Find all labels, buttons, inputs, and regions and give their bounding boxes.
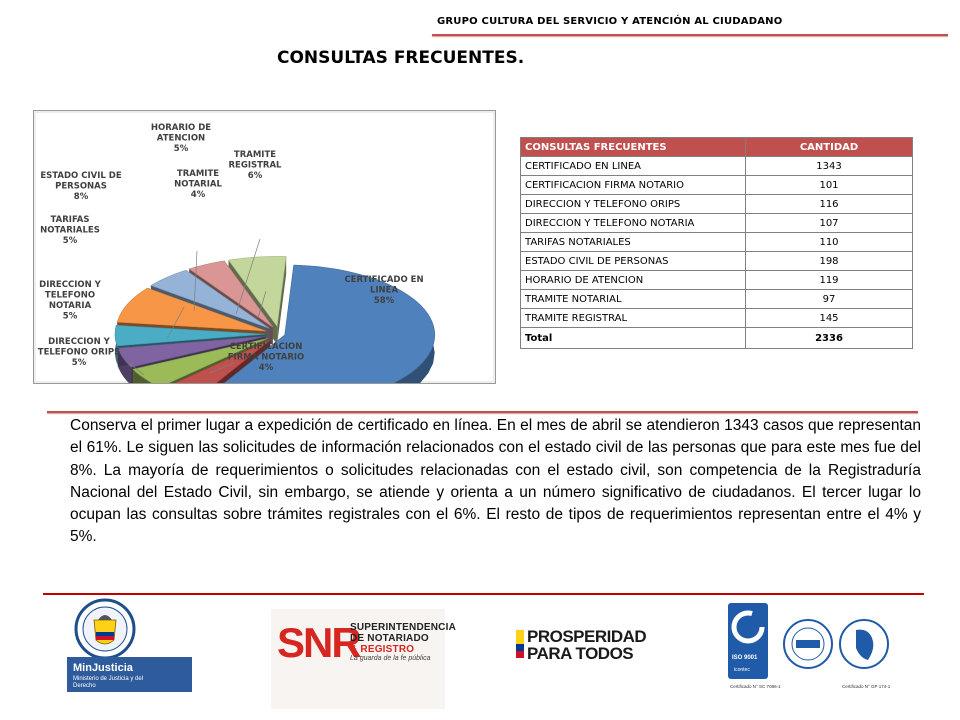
consultas-table — [520, 137, 913, 349]
cert-number-1: Certificado N° SC 7086-1 — [730, 684, 781, 689]
page-title: CONSULTAS FRECUENTES. — [277, 48, 525, 68]
total-label: Total — [521, 328, 746, 349]
icontec-icon — [728, 603, 768, 653]
iso-label: ISO 9001 — [732, 655, 758, 661]
row-name: DIRECCION Y TELEFONO ORIPS — [521, 195, 746, 214]
pie-label: DIRECCION Y TELEFONO ORIPS 5% — [37, 337, 121, 368]
pie-label: TARIFAS NOTARIALES 5% — [40, 215, 100, 246]
prosperidad-logo — [527, 628, 646, 662]
minjusticia-logo — [67, 657, 192, 692]
row-name: CERTIFICADO EN LINEA — [521, 157, 746, 176]
table-header-name: CONSULTAS FRECUENTES — [521, 138, 746, 157]
snr-line2: DE NOTARIADO — [350, 633, 429, 644]
table-row — [521, 290, 913, 309]
table-row — [521, 157, 913, 176]
icontec-brand: icontec — [734, 667, 750, 673]
table-header-qty: CANTIDAD — [746, 138, 913, 157]
summary-paragraph: Conserva el primer lugar a expedición de certificado en línea. En el mes de abril se atendieron 1343 casos que representan el 61%. Le siguen las solicitudes de información relacionados con el estado civil de las personas que para este mes fue del 8%. La mayoría de requerimientos o solicitudes relacionadas con el estado civil, son competencia de la Registraduría Nacional del Estado Civil, sin embargo, se atiende y orienta a un número significativo de ciudadanos. El tercer lugar lo ocupan las consultas sobre trámites registrales con el 6%. El resto de tipos de requerimientos representan entre el 4% y 5%. — [70, 417, 921, 546]
colombia-seal-icon — [72, 598, 138, 660]
table-header-row — [521, 138, 913, 157]
table-row — [521, 309, 913, 328]
pie-chart-svg — [34, 111, 495, 383]
snr-tagline: La guarda de la fe pública — [350, 655, 431, 662]
snr-line3: & REGISTRO — [350, 644, 415, 655]
total-qty: 2336 — [746, 328, 913, 349]
prosperidad-line2: PARA TODOS — [527, 644, 634, 663]
pie-label: TRAMITE NOTARIAL 4% — [174, 169, 222, 200]
iqnet-seal-icon — [782, 618, 834, 670]
icontec-iso-badge — [728, 603, 768, 679]
table-row — [521, 252, 913, 271]
row-name: DIRECCION Y TELEFONO NOTARIA — [521, 214, 746, 233]
row-qty: 107 — [746, 214, 913, 233]
row-name: TRAMITE NOTARIAL — [521, 290, 746, 309]
table-row — [521, 214, 913, 233]
row-qty: 101 — [746, 176, 913, 195]
row-qty: 110 — [746, 233, 913, 252]
row-qty: 97 — [746, 290, 913, 309]
table-row — [521, 195, 913, 214]
pie-label: CERTIFICADO EN LINEA 58% — [344, 275, 424, 306]
pie-label: CERTIFICACION FIRMA NOTARIO 4% — [227, 342, 305, 373]
table-row — [521, 176, 913, 195]
pie-label: DIRECCION Y TELEFONO NOTARIA 5% — [39, 280, 101, 322]
row-name: HORARIO DE ATENCION — [521, 271, 746, 290]
row-qty: 145 — [746, 309, 913, 328]
top-divider — [432, 34, 948, 36]
minjusticia-sub: Ministerio de Justicia y del Derecho — [73, 676, 144, 689]
row-qty: 116 — [746, 195, 913, 214]
table-row — [521, 233, 913, 252]
pie-label: TRAMITE REGISTRAL 6% — [228, 150, 282, 181]
middle-divider — [47, 411, 918, 413]
minjusticia-name: MinJusticia — [73, 662, 133, 674]
pie-chart — [33, 110, 496, 384]
table-total-row — [521, 328, 913, 349]
snr-line1: SUPERINTENDENCIA — [350, 622, 456, 633]
prosperidad-line1: PROSPERIDAD — [527, 627, 647, 646]
pie-label: HORARIO DE ATENCION 5% — [150, 123, 212, 154]
row-qty: 1343 — [746, 157, 913, 176]
snr-logo-mark: SNR — [277, 619, 360, 666]
row-name: CERTIFICACION FIRMA NOTARIO — [521, 176, 746, 195]
row-name: ESTADO CIVIL DE PERSONAS — [521, 252, 746, 271]
cert-number-2: Certificado N° GP 174-1 — [842, 684, 891, 689]
row-name: TRAMITE REGISTRAL — [521, 309, 746, 328]
pie-label: ESTADO CIVIL DE PERSONAS 8% — [40, 171, 122, 202]
bottom-divider — [43, 593, 924, 595]
row-qty: 119 — [746, 271, 913, 290]
table-row — [521, 271, 913, 290]
gp-certification-icon — [838, 618, 890, 674]
flag-stripe-icon — [516, 630, 524, 658]
row-qty: 198 — [746, 252, 913, 271]
row-name: TARIFAS NOTARIALES — [521, 233, 746, 252]
group-title: GRUPO CULTURA DEL SERVICIO Y ATENCIÓN AL CIUDADANO — [437, 16, 783, 27]
